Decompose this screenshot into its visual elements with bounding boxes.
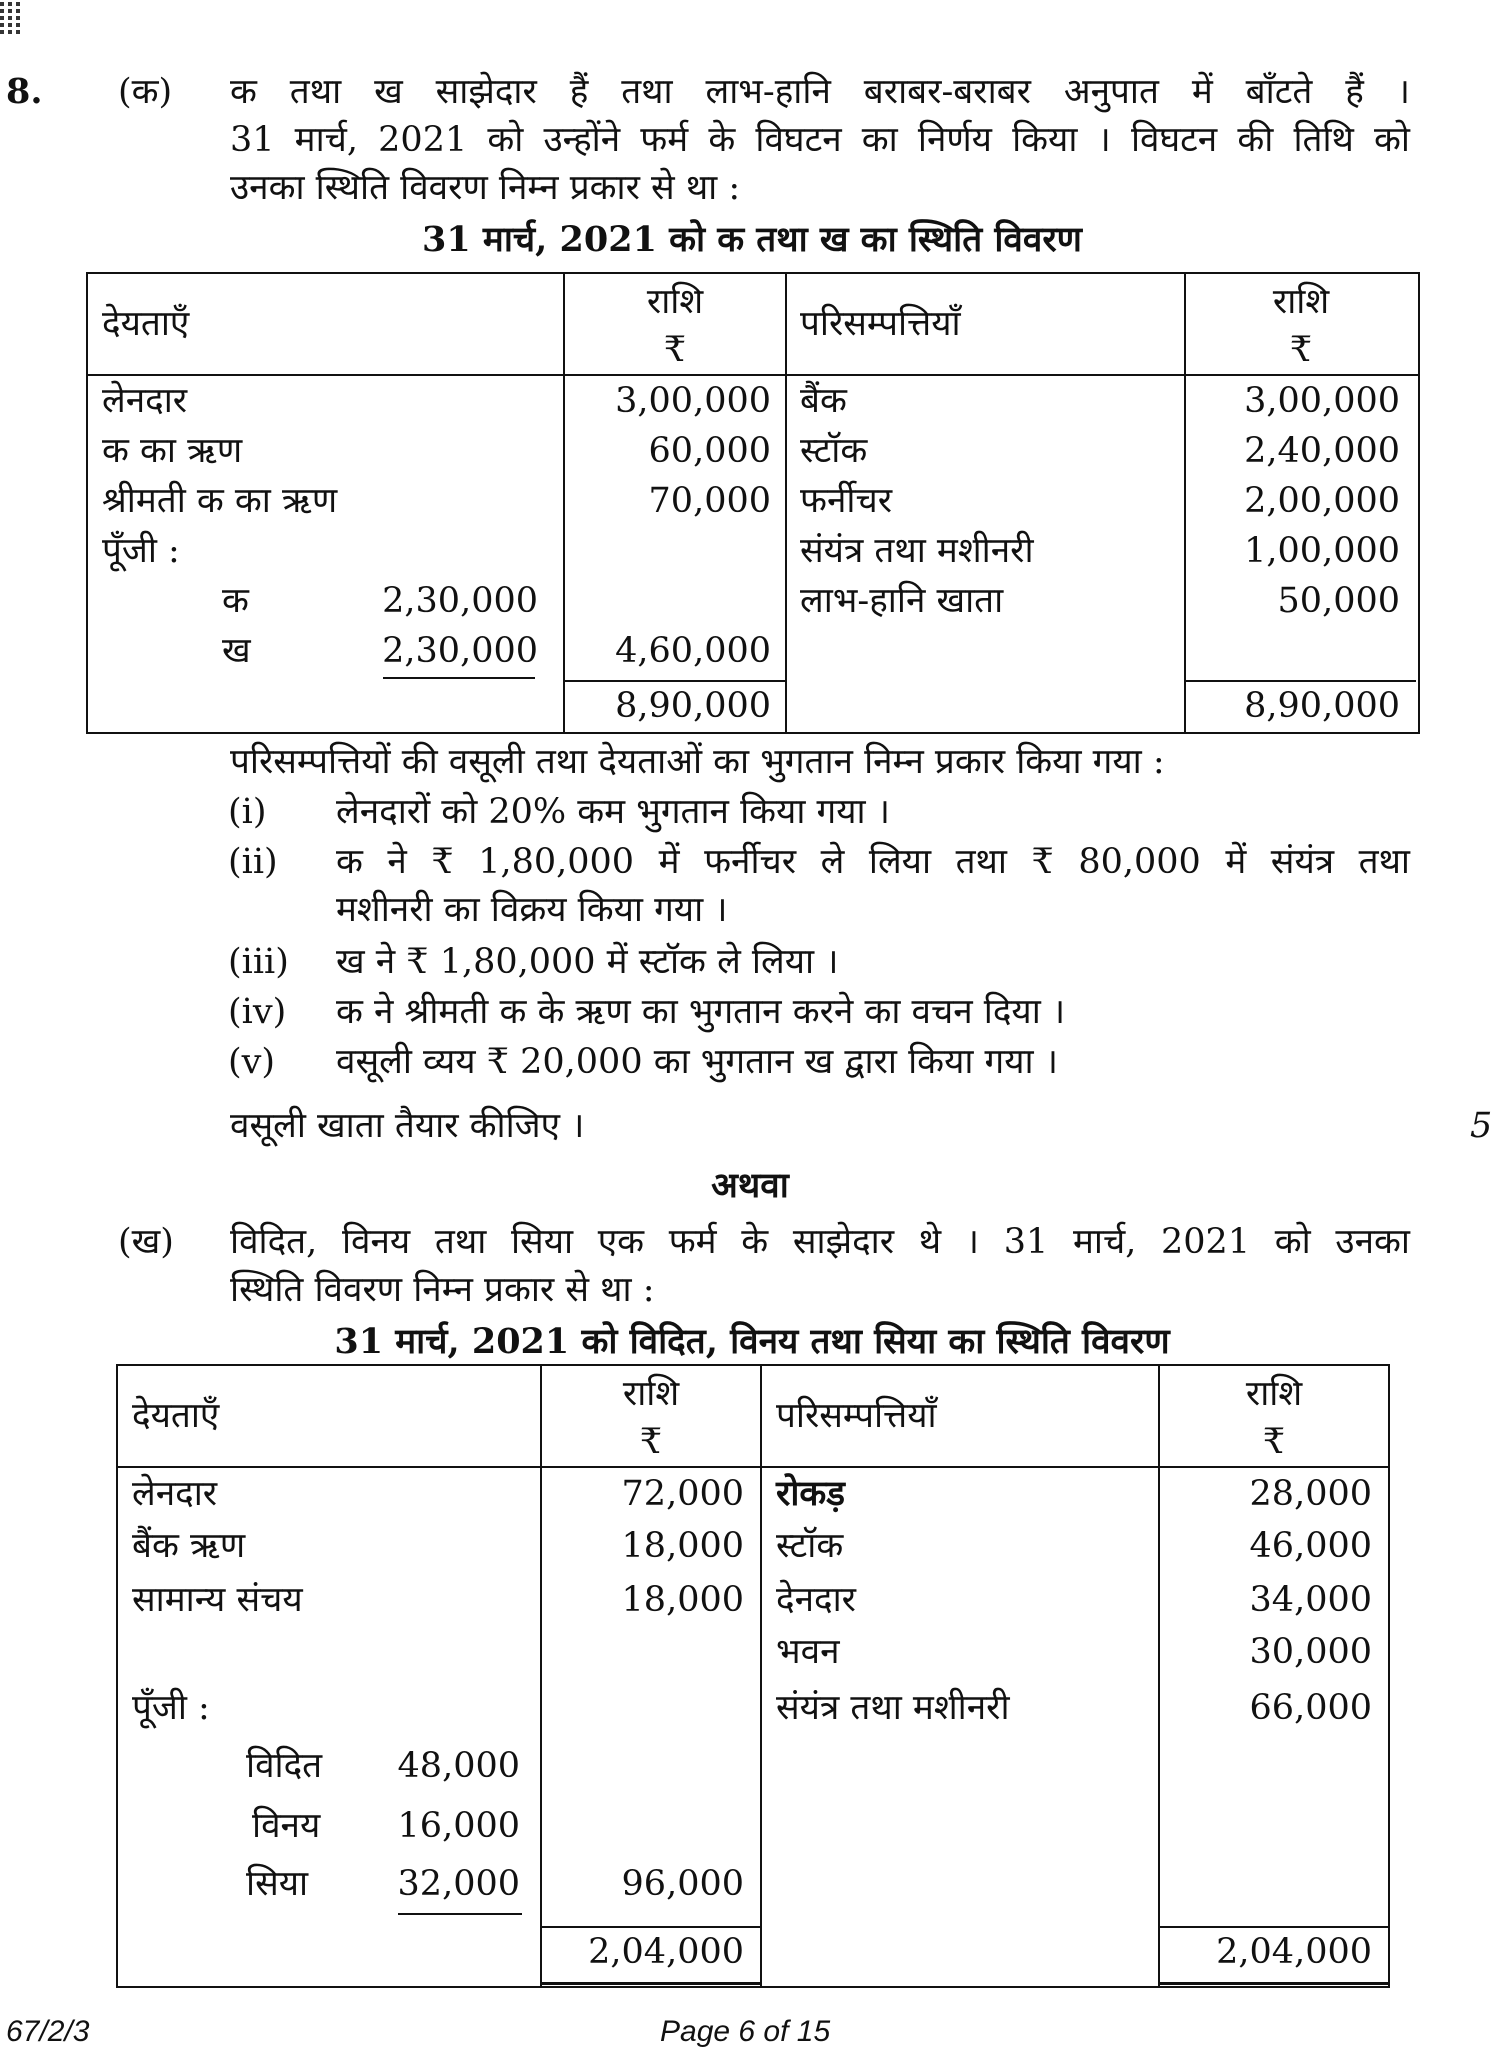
t2-header-amount: राशि xyxy=(622,1374,680,1414)
t2-asset-name: संयंत्र तथा मशीनरी xyxy=(776,1688,1010,1728)
t1-liab-amount: 60,000 xyxy=(648,431,771,471)
t1-header-assets: परिसम्पत्तियाँ xyxy=(800,304,961,344)
instruction-text: वसूली खाता तैयार कीजिए । xyxy=(230,1106,585,1146)
t2-liab-name: लेनदार xyxy=(132,1474,218,1514)
t2-asset-amount: 34,000 xyxy=(1249,1580,1372,1620)
t1-liab-amount: 3,00,000 xyxy=(615,381,771,421)
t1-capital-total: 4,60,000 xyxy=(615,631,771,671)
t2-capital-partner: विदित xyxy=(246,1746,323,1786)
item-text: लेनदारों को 20% कम भुगतान किया गया । xyxy=(336,792,891,832)
t2-header-assets: परिसम्पत्तियाँ xyxy=(776,1396,937,1436)
t1-header-liabilities: देयताएँ xyxy=(102,304,190,344)
t2-asset-amount: 28,000 xyxy=(1249,1474,1372,1514)
t2-total-liabilities: 2,04,000 xyxy=(588,1932,744,1972)
t1-asset-name: लाभ-हानि खाता xyxy=(800,581,1004,621)
t2-liab-amount: 18,000 xyxy=(621,1526,744,1566)
item-text: वसूली व्यय ₹ 20,000 का भुगतान ख द्वारा किया गया । xyxy=(336,1042,1059,1082)
item-text: ख ने ₹ 1,80,000 में स्टॉक ले लिया । xyxy=(336,942,839,982)
part-b-line-2: स्थिति विवरण निम्न प्रकार से था : xyxy=(230,1270,655,1310)
paper-code: 67/2/3 xyxy=(6,2015,90,2048)
t2-asset-name: रोकड़ xyxy=(776,1473,845,1514)
page-number: Page 6 of 15 xyxy=(660,2015,831,2048)
t2-capital-amount: 16,000 xyxy=(397,1806,520,1846)
part-b-line-1: विदित, विनय तथा सिया एक फर्म के साझेदार थे । 31 मार्च, 2021 को उनका xyxy=(230,1222,1410,1262)
t1-capital-amount: 2,30,000 xyxy=(382,581,538,621)
t1-liab-name: लेनदार xyxy=(102,381,188,421)
item-text: क ने ₹ 1,80,000 में फर्नीचर ले लिया तथा ₹ 80,000 में संयंत्र तथा xyxy=(336,842,1410,882)
t1-asset-name: संयंत्र तथा मशीनरी xyxy=(800,531,1034,571)
t1-capital-partner: क xyxy=(222,581,249,621)
item-label: (i) xyxy=(228,792,267,832)
t2-asset-name: स्टॉक xyxy=(776,1526,844,1566)
t2-capital-amount: 48,000 xyxy=(397,1746,520,1786)
item-text-continued: मशीनरी का विक्रय किया गया । xyxy=(336,890,728,930)
t1-capital-amount: 2,30,000 xyxy=(382,631,538,671)
t1-total-assets: 8,90,000 xyxy=(1244,686,1400,726)
t1-asset-name: स्टॉक xyxy=(800,431,868,471)
t1-liab-name: श्रीमती क का ऋण xyxy=(102,481,338,521)
t2-capital-amount: 32,000 xyxy=(397,1864,520,1904)
t2-capital-label: पूँजी : xyxy=(132,1688,210,1728)
t2-header-rupee: ₹ xyxy=(639,1422,663,1462)
t2-capital-partner: विनय xyxy=(252,1806,321,1846)
part-a-line-3: उनका स्थिति विवरण निम्न प्रकार से था : xyxy=(230,168,741,208)
t1-capital-partner: ख xyxy=(222,631,251,671)
t2-liab-name: बैंक ऋण xyxy=(132,1526,246,1566)
table1-title: 31 मार्च, 2021 को क तथा ख का स्थिति विवरण xyxy=(422,219,1082,260)
item-label: (ii) xyxy=(228,842,278,882)
t2-header-amount-2: राशि xyxy=(1245,1374,1303,1414)
item-label: (v) xyxy=(228,1042,276,1082)
t1-total-liabilities: 8,90,000 xyxy=(615,686,771,726)
t1-header-rupee-2: ₹ xyxy=(1289,330,1313,370)
marks: 5 xyxy=(1470,1106,1493,1146)
t2-liab-amount: 18,000 xyxy=(621,1580,744,1620)
part-a-label: (क) xyxy=(118,72,173,112)
t2-asset-amount: 46,000 xyxy=(1249,1526,1372,1566)
t2-asset-name: देनदार xyxy=(776,1580,856,1620)
t1-header-amount: राशि xyxy=(646,282,704,322)
question-number: 8. xyxy=(6,71,43,112)
t2-asset-amount: 66,000 xyxy=(1249,1688,1372,1728)
t2-total-assets: 2,04,000 xyxy=(1216,1932,1372,1972)
t1-header-amount-2: राशि xyxy=(1272,282,1330,322)
realisation-intro: परिसम्पत्तियों की वसूली तथा देयताओं का भुगतान निम्न प्रकार किया गया : xyxy=(230,742,1165,782)
t1-asset-amount: 1,00,000 xyxy=(1244,531,1400,571)
t1-asset-name: बैंक xyxy=(800,381,847,421)
part-b-label: (ख) xyxy=(118,1222,174,1262)
t1-asset-name: फर्नीचर xyxy=(800,481,893,521)
table2-title: 31 मार्च, 2021 को विदित, विनय तथा सिया का स्थिति विवरण xyxy=(334,1321,1170,1362)
item-text: क ने श्रीमती क के ऋण का भुगतान करने का वचन दिया । xyxy=(336,992,1066,1032)
t1-asset-amount: 2,40,000 xyxy=(1244,431,1400,471)
or-separator: अथवा xyxy=(711,1165,789,1206)
t1-header-rupee: ₹ xyxy=(663,330,687,370)
t2-liab-amount: 72,000 xyxy=(621,1474,744,1514)
t2-asset-name: भवन xyxy=(776,1632,840,1672)
item-label: (iv) xyxy=(228,992,287,1032)
t1-asset-amount: 2,00,000 xyxy=(1244,481,1400,521)
t1-asset-amount: 3,00,000 xyxy=(1244,381,1400,421)
t1-capital-label: पूँजी : xyxy=(102,531,180,571)
t2-capital-partner: सिया xyxy=(246,1864,309,1904)
t1-asset-amount: 50,000 xyxy=(1277,581,1400,621)
t2-capital-total: 96,000 xyxy=(621,1864,744,1904)
t2-header-rupee-2: ₹ xyxy=(1262,1422,1286,1462)
t2-asset-amount: 30,000 xyxy=(1249,1632,1372,1672)
t2-liab-name: सामान्य संचय xyxy=(132,1580,303,1620)
t1-liab-name: क का ऋण xyxy=(102,431,243,471)
t2-header-liabilities: देयताएँ xyxy=(132,1396,220,1436)
item-label: (iii) xyxy=(228,942,289,982)
part-a-line-2: 31 मार्च, 2021 को उन्होंने फर्म के विघटन का निर्णय किया । विघटन की तिथि को xyxy=(230,120,1410,160)
part-a-line-1: क तथा ख साझेदार हैं तथा लाभ-हानि बराबर-बराबर अनुपात में बाँटते हैं । xyxy=(230,72,1410,112)
t1-liab-amount: 70,000 xyxy=(648,481,771,521)
